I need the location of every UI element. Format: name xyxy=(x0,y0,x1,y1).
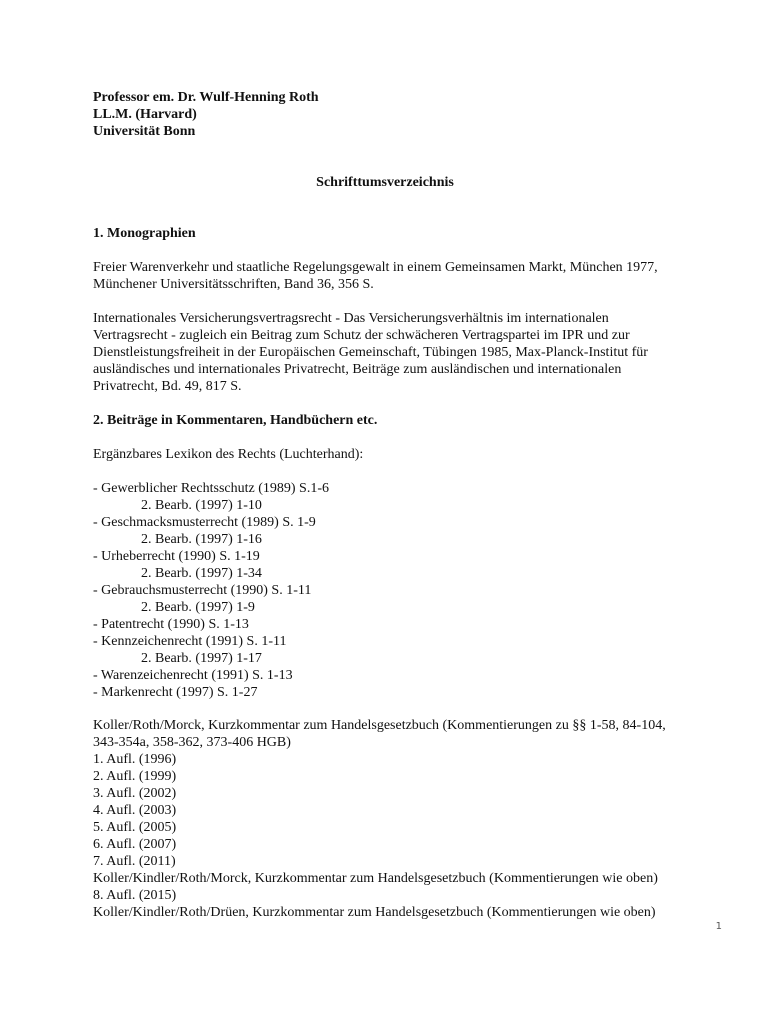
lexikon-item-edition: 2. Bearb. (1997) 1-10 xyxy=(141,498,262,513)
lexikon-item-edition: 2. Bearb. (1997) 1-16 xyxy=(141,532,262,547)
hgb-edition: 4. Aufl. (2003) xyxy=(93,803,177,818)
hgb-edition: 7. Aufl. (2011) xyxy=(93,854,176,869)
lexikon-item-edition: 2. Bearb. (1997) 1-9 xyxy=(141,600,255,615)
lexikon-item: - Patentrecht (1990) S. 1-13 xyxy=(93,617,249,632)
hgb-edition: 8. Aufl. (2015) xyxy=(93,888,177,903)
monograph-1-line: Münchener Universitätsschriften, Band 36, 356 S. xyxy=(93,277,374,292)
hgb-edition: 3. Aufl. (2002) xyxy=(93,786,177,801)
page-number: 1 xyxy=(715,921,722,932)
hgb-commentary-line: Koller/Kindler/Roth/Morck, Kurzkommentar zum Handelsgesetzbuch (Kommentierungen wie oben) xyxy=(93,871,658,886)
lexikon-intro: Ergänzbares Lexikon des Rechts (Luchterhand): xyxy=(93,447,364,462)
monograph-2-line: Vertragsrecht - zugleich ein Beitrag zum Schutz der schwächeren Vertragspartei im IPR und zur xyxy=(93,328,630,343)
monograph-2-line: Privatrecht, Bd. 49, 817 S. xyxy=(93,379,242,394)
section-heading-beitraege: 2. Beiträge in Kommentaren, Handbüchern etc. xyxy=(93,413,378,428)
document-title: Schrifttumsverzeichnis xyxy=(316,175,454,190)
author-degree: LL.M. (Harvard) xyxy=(93,107,197,122)
author-name: Professor em. Dr. Wulf-Henning Roth xyxy=(93,90,319,105)
hgb-commentary-line: 343-354a, 358-362, 373-406 HGB) xyxy=(93,735,291,750)
lexikon-item-edition: 2. Bearb. (1997) 1-34 xyxy=(141,566,262,581)
hgb-commentary-line: Koller/Roth/Morck, Kurzkommentar zum Handelsgesetzbuch (Kommentierungen zu §§ 1-58, 84-104, xyxy=(93,718,666,733)
monograph-2-line: ausländisches und internationales Privatrecht, Beiträge zum ausländischen und internationalen xyxy=(93,362,622,377)
lexikon-item: - Geschmacksmusterrecht (1989) S. 1-9 xyxy=(93,515,316,530)
author-university: Universität Bonn xyxy=(93,124,196,139)
monograph-2-line: Dienstleistungsfreiheit in der Europäischen Gemeinschaft, Tübingen 1985, Max-Planck-Institut für xyxy=(93,345,648,360)
hgb-edition: 6. Aufl. (2007) xyxy=(93,837,177,852)
lexikon-item: - Gebrauchsmusterrecht (1990) S. 1-11 xyxy=(93,583,312,598)
lexikon-item: - Warenzeichenrecht (1991) S. 1-13 xyxy=(93,668,293,683)
lexikon-item: - Gewerblicher Rechtsschutz (1989) S.1-6 xyxy=(93,481,329,496)
section-heading-monographien: 1. Monographien xyxy=(93,226,196,241)
monograph-1-line: Freier Warenverkehr und staatliche Regelungsgewalt in einem Gemeinsamen Markt, München 1977, xyxy=(93,260,658,275)
lexikon-item: - Kennzeichenrecht (1991) S. 1-11 xyxy=(93,634,287,649)
hgb-edition: 5. Aufl. (2005) xyxy=(93,820,177,835)
hgb-edition: 2. Aufl. (1999) xyxy=(93,769,177,784)
lexikon-item: - Urheberrecht (1990) S. 1-19 xyxy=(93,549,260,564)
monograph-2-line: Internationales Versicherungsvertragsrecht - Das Versicherungsverhältnis im internationalen xyxy=(93,311,609,326)
lexikon-item-edition: 2. Bearb. (1997) 1-17 xyxy=(141,651,262,666)
hgb-edition: 1. Aufl. (1996) xyxy=(93,752,177,767)
hgb-commentary-line: Koller/Kindler/Roth/Drüen, Kurzkommentar zum Handelsgesetzbuch (Kommentierungen wie oben) xyxy=(93,905,656,920)
lexikon-item: - Markenrecht (1997) S. 1-27 xyxy=(93,685,258,700)
